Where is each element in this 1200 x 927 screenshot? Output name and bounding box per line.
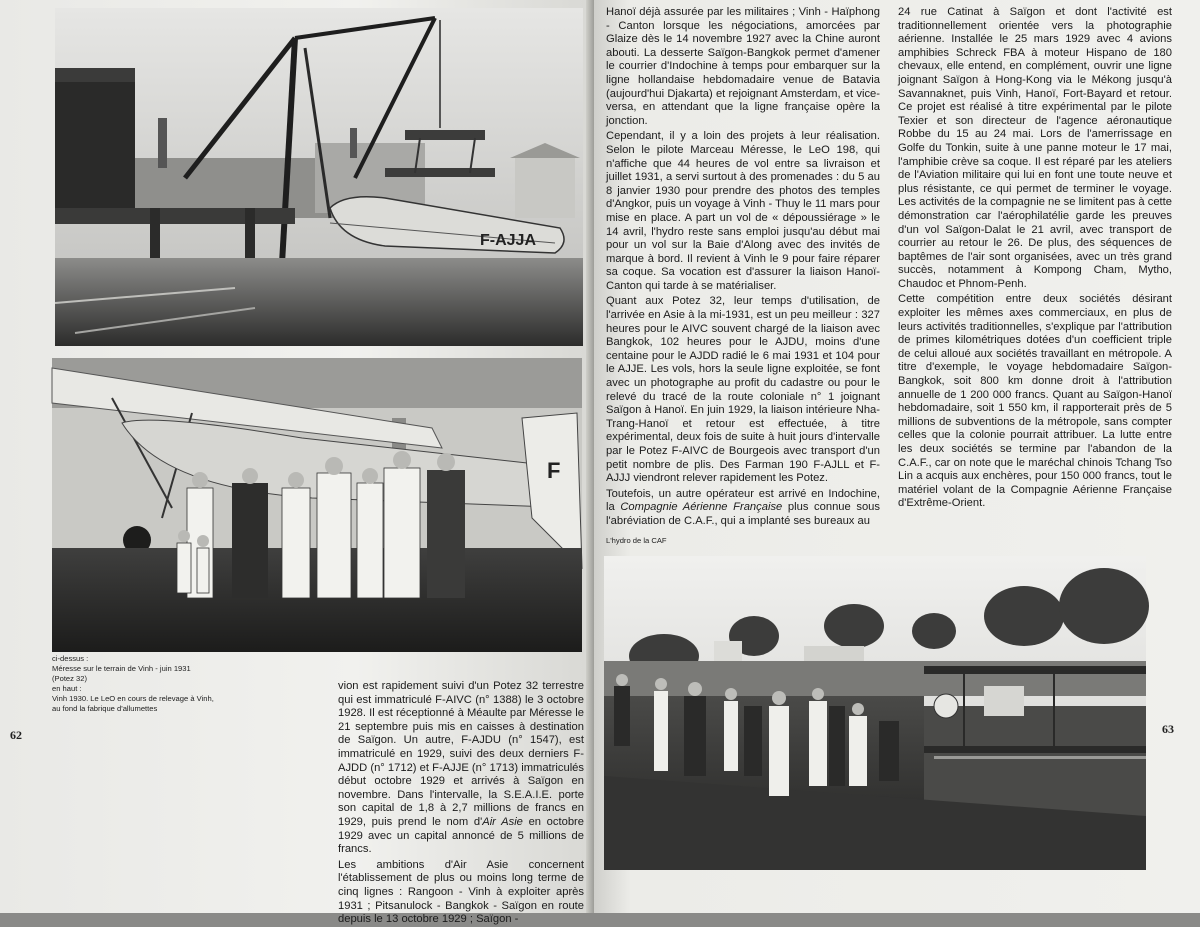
- page-number-left: 62: [10, 728, 22, 742]
- registration-f: F: [547, 458, 561, 483]
- caption-en-haut: [52, 684, 227, 714]
- registration-f-ajja: F-AJJA: [480, 232, 537, 249]
- paragraph: Les ambitions d'Air Asie concernent l'établissement de plus ou moins long terme de cinq lignes : Rangoon - Vinh à exploiter après 1931 ; Pitsanulock - Bangkok - Saïgon en route depuis le 13 octobre 1929 ; Saïgon -: [338, 858, 584, 926]
- paragraph: Quant aux Potez 32, leur temps d'utilisation, de l'arrivée en Asie à la mi-1931, est un peu meilleur : 327 heures pour le AIVC souvent chargé de la liaison avec Bangkok, 102 heures pour le AJDU, moins d'une centaine pour le AJDD radié le 6 mai 1931 et 104 pour le AJJE. Les vols, hors la seule ligne exploitée, se font avec un photographe au profit du cadastre ou pour le relevé du tracé de la route coloniale n° 1 joignant Saïgon à Hanoï. En juin 1929, la liaison intérieure Nha-Trang-Hanoï et retour est effectuée, à titre expérimental, deux fois de suite à huit jours d'intervalle par le Potez F-AIVC de Bourgeois avec transport d'un petit nombre de plis. Des Farman 190 F-AJLL et F-AJJJ viendront relever rapidement les Potez.: [606, 295, 880, 485]
- caption-text: Méresse sur le terrain de Vinh - juin 1931 (Potez 32): [52, 664, 191, 683]
- caption-label: ci-dessus :: [52, 654, 89, 663]
- text-column-right-2: [898, 6, 1172, 526]
- photo-people-potez: [52, 358, 582, 652]
- right-page: [594, 0, 1200, 913]
- caption-hydro-caf: L'hydro de la CAF: [606, 536, 667, 545]
- photo-hydro-caf: [604, 556, 1146, 870]
- paragraph: Hanoï déjà assurée par les militaires ; Vinh - Haïphong - Canton lorsque les négociations, amorcées par Glaize dès le 14 novembre 1927 avec la Chine auront abouti. La desserte Saïgon-Bangkok permet d'amener le courrier d'Indochine à temps pour embarquer sur la ligne hollandaise hebdomadaire venue de Batavia (aujourd'hui Djakarta) et rejoignant Amsterdam, et vice-versa, en attendant que la ligne française opère la jonction.: [606, 6, 880, 127]
- caption-text: Vinh 1930. Le LeO en cours de relevage à Vinh,: [52, 694, 214, 703]
- photo-seaplane-crane: [55, 8, 583, 346]
- caption-text: au fond la fabrique d'allumettes: [52, 704, 158, 713]
- text-column-right-1: [606, 6, 880, 527]
- left-page: [0, 0, 594, 926]
- paragraph: Toutefois, un autre opérateur est arrivé en Indochine, la Compagnie Aérienne Française plus connue sous l'abréviation de C.A.F., qui a implanté ses bureaux au: [606, 487, 880, 527]
- text-column-left: [338, 680, 584, 926]
- paragraph: Cette compétition entre deux sociétés désirant exploiter les mêmes axes commerciaux, en plus de leurs activités traditionnelles, s'explique par l'attribution de primes kilométriques dotées d'un coefficient triple de celui alloué aux sociétés travaillant en métropole. A titre d'exemple, le voyage hebdomadaire Saïgon-Bangkok, soit 800 km donne droit à l'attribution annuelle de 1 200 000 francs. Quant au Saïgon-Hanoï hebdomadaire, soit 1 550 km, il rapporterait près de 5 millions de subventions de la métropole, sans compter celles que la colonie pourrait attribuer. La lutte entre les deux sociétés se termine par l'abandon de la C.A.F., car on note que le maréchal chinois Tchang Tso Lin a acquis aux enchères, pour 150 000 francs, tout le matériel volant de la Compagnie Aérienne Française d'Extrême-Orient.: [898, 293, 1172, 510]
- paragraph: Cependant, il y a loin des projets à leur réalisation. Selon le pilote Marceau Méresse, le LeO 198, qui n'affiche que 44 heures de vol entre sa livraison et juillet 1931, a servi surtout à des promenades : du 5 au 8 janvier 1930 pour prendre des photos des temples d'Angkor, puis un voyage à Vinh - Thuy le 11 mars pour mise en place. A part un vol de « dépoussiérage » le 14 avril, l'hydro reste sans emploi jusqu'au début mai pour un vol sur la Baie d'Along avec des invités de marque à bord. Il revient à Vinh le 9 pour faire réparer sa coque. Sa vocation est d'assurer la liaison Hanoï-Canton qui tarde à se matérialiser.: [606, 130, 880, 292]
- paragraph: 24 rue Catinat à Saïgon et dont l'activité est traditionnellement orientée vers la photographie aérienne. Installée le 25 mars 1929 avec 4 avions amphibies Schreck FBA à moteur Hispano de 180 chevaux, elle entend, en complément, ouvrir une ligne joignant Saïgon à Hong-Kong via le Mékong jusqu'à Savannaknet, puis Vinh, Hanoï, Fort-Bayard et retour. Ce projet est réalisé à titre expérimental par le pilote Texier et son directeur de l'agence aéronautique Robbe du 15 au 24 mai. Lors de l'amerrissage en Golfe du Tonkin, suite à une panne moteur le 17 mai, l'amphibie crève sa coque. Il est réparé par les ateliers de l'Aviation militaire qui lui en font une toute neuve et plus résistante, ce qui permet de terminer le voyage. Les activités de la compagnie ne se limitent pas à cette démonstration car l'aérophilatélie garde les preuves d'un vol Saïgon-Dalat le 21 avril, avec transport de courrier au retour le 26. De plus, des séquences de baptêmes de l'air sont organisées, avec un très grand succès, notamment à Kompong Cham, Mytho, Chaudoc et Phnom-Penh.: [898, 6, 1172, 290]
- paragraph: vion est rapidement suivi d'un Potez 32 terrestre qui est immatriculé F-AIVC (n° 1388) le 3 octobre 1928. Il est réceptionné à Méaulte par Méresse le 21 septembre puis mis en caisses à destination de Saïgon. Un autre, F-AJDU (n° 1547), est immatriculé en 1929, suivi des deux derniers F-AJDD (n° 1712) et F-AJJE (n° 1713) immatriculés début octobre 1929 et arrivés à Saïgon en novembre. Dans l'intervalle, la S.E.A.I.E. porte son capital de 1,8 à 2,7 millions de francs en 1929, puis prend le nom d'Air Asie en octobre 1929 avec un capital annoncé de 5 millions de francs.: [338, 680, 584, 856]
- caption-label: en haut :: [52, 684, 82, 693]
- page-number-right: 63: [1162, 722, 1174, 736]
- caption-ci-dessus: [52, 654, 212, 684]
